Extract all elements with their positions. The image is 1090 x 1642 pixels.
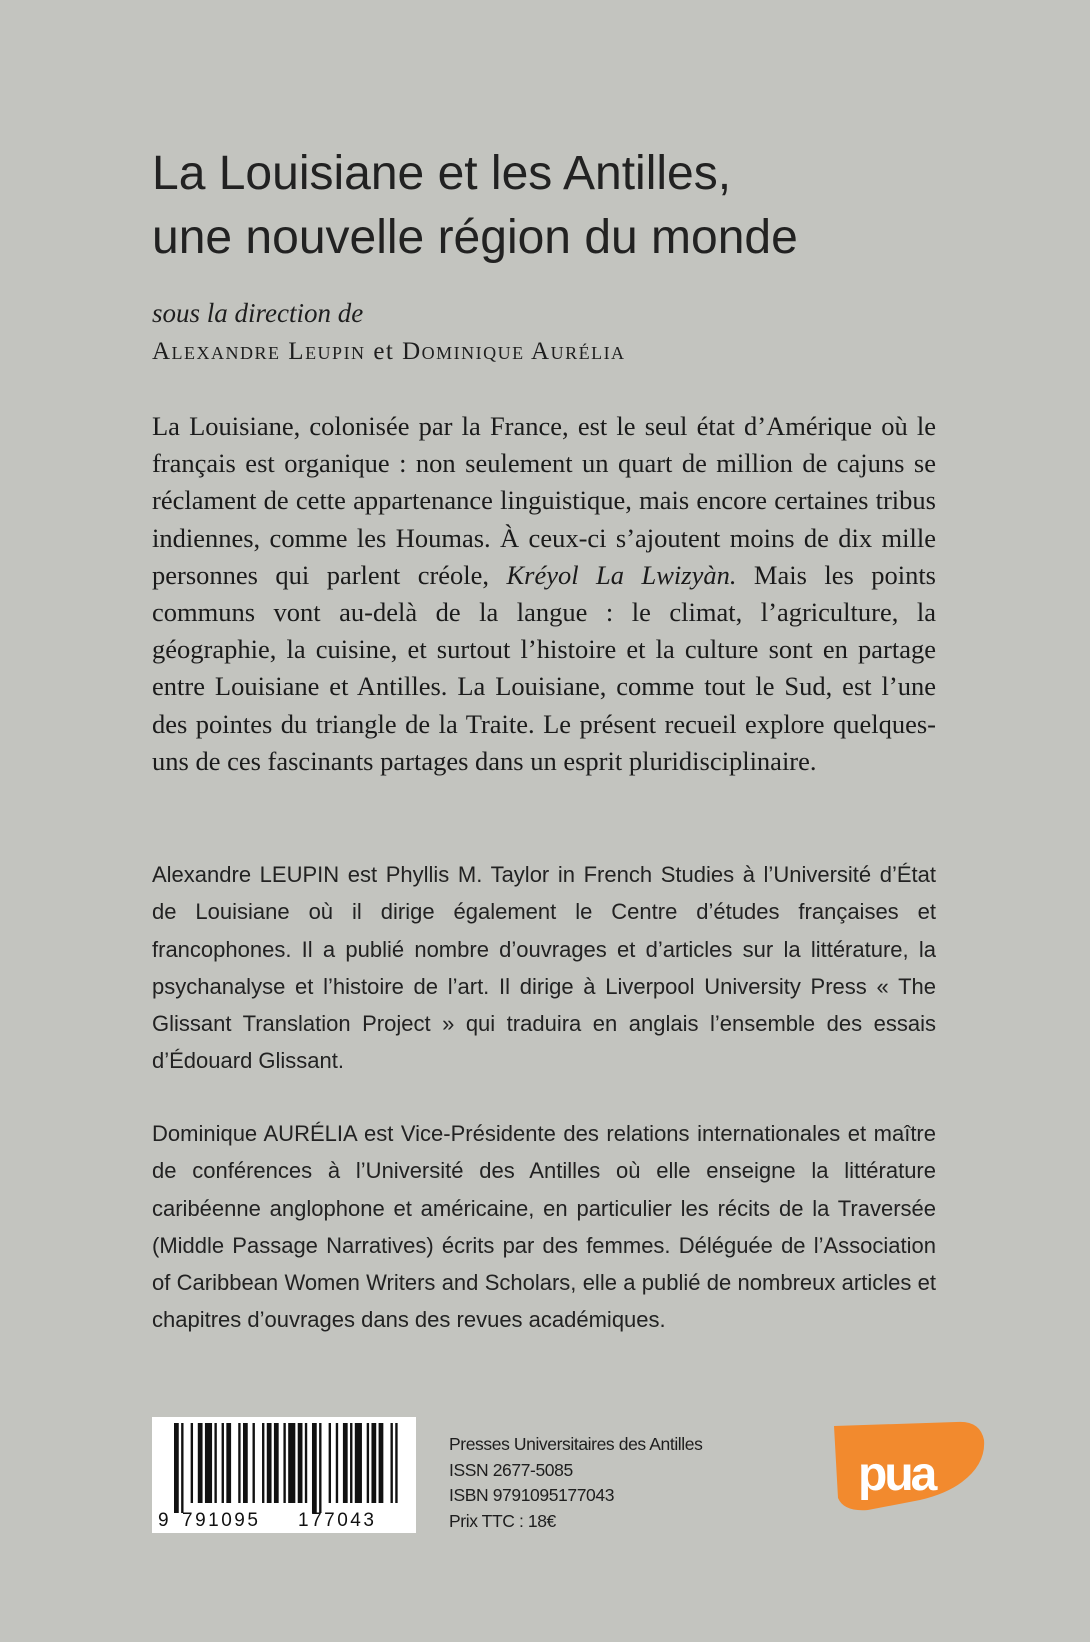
barcode-bar xyxy=(329,1423,331,1503)
barcode-digits-right: 177043 xyxy=(298,1510,377,1531)
barcode-bar xyxy=(174,1423,179,1513)
publisher-info xyxy=(449,1432,702,1534)
pua-logo xyxy=(828,1420,988,1512)
summary-text-end: Mais les points communs vont au-delà de la langue : le climat, l’agriculture, la géographie, la cuisine, et surtout l’histoire et la culture sont en partage entre Louisiane et Antilles. La Louisiane, comme tout le Sud, est l’une des pointes du triangle de la Traite. Le présent recueil explore quelques-uns de ces fascinants partages dans un esprit pluridisciplinaire. xyxy=(152,559,936,776)
barcode-bar xyxy=(298,1423,303,1503)
direction-label: sous la direction de xyxy=(152,298,364,328)
barcode-bar xyxy=(367,1423,369,1503)
barcode-bar xyxy=(336,1423,338,1503)
barcode-bar xyxy=(395,1423,397,1503)
price: Prix TTC : 18€ xyxy=(449,1510,556,1531)
title-line-2: une nouvelle région du monde xyxy=(152,211,798,264)
isbn-number: ISBN 9791095177043 xyxy=(449,1485,615,1505)
barcode-first-digit: 9 xyxy=(158,1510,169,1531)
barcode-bars xyxy=(174,1423,398,1513)
isbn-barcode xyxy=(152,1417,416,1533)
barcode-bar xyxy=(181,1423,183,1513)
book-summary xyxy=(152,408,936,780)
barcode-bar xyxy=(191,1423,193,1503)
barcode-bar xyxy=(267,1423,272,1503)
logo-text: pua xyxy=(858,1448,935,1501)
barcode-bar xyxy=(371,1423,376,1503)
barcode-graphic xyxy=(152,1417,416,1533)
bio-leupin-text: Alexandre LEUPIN est Phyllis M. Taylor in French Studies à l’Université d’État de Louisiane où il dirige également le Centre d’études françaises et francophones. Il a publié nombre d’ouvrages et d’articles sur la littérature, la psychanalyse et l’histoire de l’art. Il dirige à Liverpool University Press « The Glissant Translation Project » qui traduira en anglais l’ensemble des essais d’Édouard Glissant. xyxy=(152,862,936,1074)
summary-text-start: La Louisiane, colonisée par la France, est le seul état d’Amérique où le français est organique : non seulement un quart de million de cajuns se réclament de cette appartenance linguistique, mais encore certaines tribus indiennes, comme les Houmas. À ceux-ci s’ajoutent moins de dix mille personnes qui parlent créole, xyxy=(152,411,936,590)
barcode-bar xyxy=(238,1423,240,1503)
book-title xyxy=(152,142,1032,270)
barcode-bar xyxy=(350,1423,352,1503)
publisher-name: Presses Universitaires des Antilles xyxy=(449,1434,703,1454)
barcode-bar xyxy=(243,1423,248,1503)
editor-bio-aurelia xyxy=(152,1115,936,1339)
editor-name-aurelia: Dominique Aurélia xyxy=(402,338,626,365)
barcode-bar xyxy=(390,1423,392,1503)
barcode-bar xyxy=(379,1423,384,1503)
editor-bio-leupin xyxy=(152,856,936,1080)
barcode-bar xyxy=(343,1423,348,1503)
editors-line xyxy=(152,338,1032,366)
barcode-bar xyxy=(214,1423,216,1503)
barcode-bar xyxy=(205,1423,212,1503)
barcode-bar xyxy=(288,1423,295,1503)
editor-name-leupin: Alexandre Leupin xyxy=(152,338,366,365)
barcode-bar xyxy=(222,1423,224,1503)
barcode-bar xyxy=(262,1423,264,1503)
barcode-bar xyxy=(253,1423,255,1503)
barcode-bar xyxy=(312,1423,317,1513)
barcode-bar xyxy=(305,1423,307,1503)
bio-aurelia-text: Dominique AURÉLIA est Vice-Présidente des relations internationales et maître de conférences à l’Université des Antilles où elle enseigne la littérature caribéenne anglophone et américaine, en particulier les récits de la Traversée (Middle Passage Narratives) écrits par des femmes. Déléguée de l’Association of Caribbean Women Writers and Scholars, elle a publié de nombreux articles et chapitres d’ouvrages dans des revues académiques. xyxy=(152,1121,936,1333)
barcode-bar xyxy=(226,1423,231,1503)
barcode-bar xyxy=(198,1423,203,1503)
editors-conjunction: et xyxy=(373,338,395,365)
issn-number: ISSN 2677-5085 xyxy=(449,1459,573,1480)
barcode-bar xyxy=(319,1423,321,1513)
title-line-1: La Louisiane et les Antilles, xyxy=(152,147,732,200)
barcode-bar xyxy=(274,1423,279,1503)
barcode-digits-left: 791095 xyxy=(182,1510,261,1531)
barcode-bar xyxy=(283,1423,285,1503)
summary-italic-title: Kréyol La Lwizyàn. xyxy=(506,559,737,590)
barcode-bar xyxy=(355,1423,362,1503)
